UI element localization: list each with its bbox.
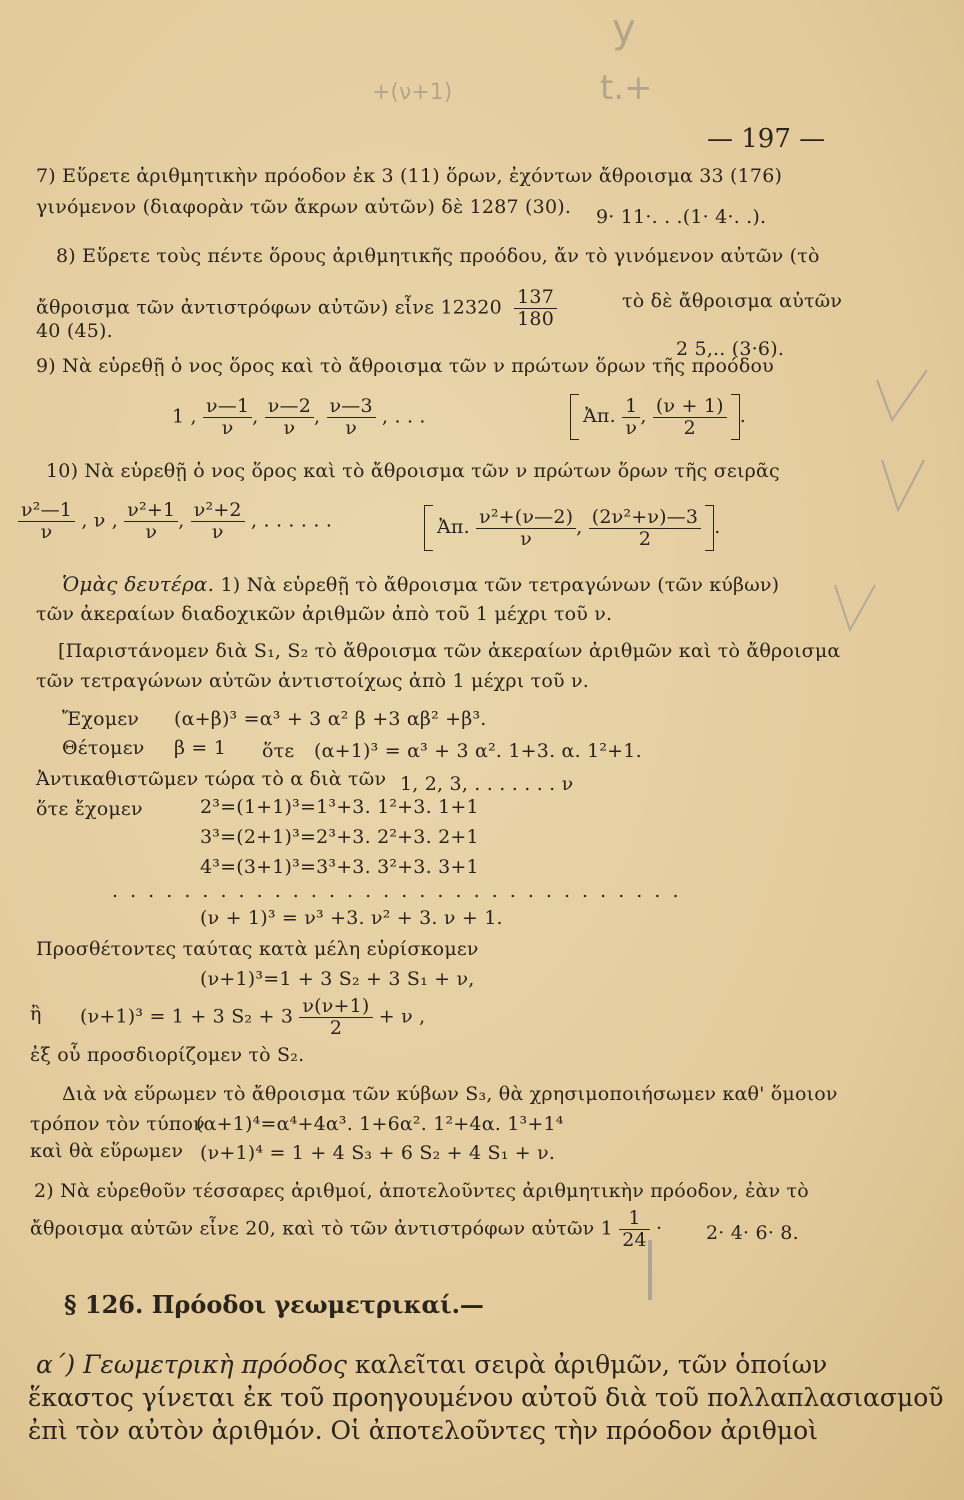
- answer: 9· 11·. . .(1· 4·. .).: [596, 206, 767, 228]
- text-line: [Παριστάνομεν διὰ S₁, S₂ τὸ ἄθροισμα τῶν ἀκεραίων ἀριθμῶν καὶ τὸ ἄθροισμα: [58, 640, 841, 662]
- fraction: [124, 500, 178, 543]
- text-line: τῶν ἀκεραίων διαδοχικῶν ἀριθμῶν ἀπὸ τοῦ 1 μέχρι τοῦ ν.: [36, 603, 613, 625]
- series: $\frac{\text{ν²—1}}{\nu}$ , ν , $\frac{\text{ν²+1}}{\nu}$ , $\frac{\text{ν²+2}}{\nu}$ , . . . . . .: [18, 500, 332, 543]
- formula: 1, 2, 3, . . . . . . . ν: [400, 773, 574, 795]
- numerator: (ν + 1): [653, 396, 727, 418]
- numerator: ν²+1: [124, 500, 178, 522]
- text: + ν ,: [378, 1005, 426, 1028]
- text: καλεῖται σειρὰ ἀριθμῶν, τῶν ὁποίων: [354, 1350, 828, 1379]
- text-line: 2) Νὰ εὑρεθοῦν τέσσαρες ἀριθμοί, ἀποτελοῦντες ἀριθμητικὴν πρόοδον, ἐὰν τὸ: [34, 1180, 809, 1202]
- numerator: 137: [514, 287, 557, 309]
- answer-bracket: Ἀπ. $\frac{1}{\nu}$ , $\frac{(\nu + 1)}{2}$ .: [570, 394, 746, 440]
- numerator: ν—1: [203, 396, 252, 418]
- fraction: [327, 396, 376, 439]
- fraction: [299, 996, 372, 1039]
- numerator: 1: [619, 1208, 650, 1230]
- pencil-mark: y: [612, 6, 636, 52]
- fraction: [622, 396, 640, 439]
- text-line: ὅτε ἔχομεν: [36, 798, 143, 820]
- text-line: 9) Νὰ εὑρεθῇ ὁ νος ὅρος καὶ τὸ ἄθροισμα τῶν ν πρώτων ὅρων τῆς προόδου: [36, 355, 774, 377]
- text-line: τῶν τετραγώνων αὐτῶν ἀντιστοίχως ἀπὸ 1 μέχρι τοῦ ν.: [36, 670, 589, 692]
- fraction: [265, 396, 314, 439]
- text: , ν ,: [81, 509, 119, 532]
- series: 1 , $\frac{\nu—1}{\nu}$ , $\frac{\nu—2}{\nu}$ , $\frac{\nu—3}{\nu}$ , . . .: [172, 395, 426, 439]
- formula: (ν + 1)³ = ν³ +3. ν² + 3. ν + 1.: [200, 907, 503, 929]
- denominator: 2: [329, 1016, 343, 1039]
- text: , . . . . . .: [250, 509, 333, 532]
- numerator: ν(ν+1): [299, 996, 372, 1018]
- text: ὅτε: [262, 740, 295, 762]
- fraction: [589, 507, 701, 550]
- answer-bracket: Ἀπ. $\frac{\text{ν²+(ν—2)}}{\nu}$ , $\frac{\text{(2ν²+ν)—3}}{2}$ .: [424, 505, 720, 551]
- fraction: [653, 396, 727, 439]
- formula: [80, 996, 425, 1039]
- answer: 2 5,.. (3·6).: [676, 338, 785, 360]
- numerator: 1: [622, 396, 640, 418]
- fraction: [203, 396, 252, 439]
- denominator: ν: [40, 520, 53, 543]
- text-line: καὶ θὰ εὕρωμεν: [30, 1140, 184, 1162]
- text: ·: [656, 1217, 663, 1240]
- formula: 3³=(2+1)³=2³+3. 2²+3. 2+1: [200, 826, 479, 848]
- denominator: 2: [638, 527, 652, 550]
- group-title: Ὁμὰς δευτέρα.: [62, 572, 215, 596]
- fraction: [514, 287, 557, 330]
- text: ἄθροισμα τῶν ἀντιστρόφων αὐτῶν) εἶνε 12320: [36, 296, 502, 319]
- paragraph-line: [36, 1350, 827, 1379]
- text: , . . .: [382, 405, 426, 428]
- numerator: (2ν²+ν)—3: [589, 507, 701, 529]
- text: 1) Νὰ εὑρεθῇ τὸ ἄθροισμα τῶν τετραγώνων (τῶν κύβων): [220, 574, 780, 596]
- text-line: 40 (45).: [36, 320, 113, 342]
- text-line: 10) Νὰ εὑρεθῇ ὁ νος ὅρος καὶ τὸ ἄθροισμα τῶν ν πρώτων ὅρων τῆς σειρᾶς: [46, 460, 780, 482]
- formula: (α+1)³ = α³ + 3 α². 1+3. α. 1²+1.: [314, 740, 642, 762]
- answer: 2· 4· 6· 8.: [706, 1222, 799, 1244]
- formula: 2³=(1+1)³=1³+3. 1²+3. 1+1: [200, 796, 479, 818]
- bracket: [424, 505, 433, 551]
- denominator: 2: [683, 416, 696, 439]
- text-line: 8) Εὕρετε τοὺς πέντε ὅρους ἀριθμητικῆς προόδου, ἄν τὸ γινόμενον αὐτῶν (τὸ: [56, 245, 820, 267]
- denominator: ν: [520, 527, 533, 550]
- formula: (ν+1)⁴ = 1 + 4 S₃ + 6 S₂ + 4 S₁ + ν.: [200, 1142, 556, 1164]
- text: (ν+1)³ = 1 + 3 S₂ + 3: [80, 1005, 294, 1028]
- bracket: [705, 505, 714, 551]
- text-line: [62, 572, 779, 596]
- text: Ἀπ.: [437, 516, 470, 538]
- denominator: 24: [622, 1228, 647, 1251]
- formula: (α+1)⁴=α⁴+4α³. 1+6α². 1²+4α. 1³+1⁴: [196, 1113, 564, 1135]
- dotted-line: . . . . . . . . . . . . . . . . . . . . . . . . . . . . . . . .: [112, 880, 682, 902]
- text-line: Θέτομεν: [62, 737, 145, 759]
- pencil-mark: +(ν+1): [372, 80, 453, 105]
- denominator: 180: [517, 307, 555, 330]
- text-line: 7) Εὕρετε ἀριθμητικὴν πρόοδον ἐκ 3 (11) ὅρων, ἐχόντων ἄθροισμα 33 (176): [36, 165, 783, 187]
- text: ἄθροισμα αὐτῶν εἶνε 20, καὶ τὸ τῶν ἀντιστρόφων αὐτῶν 1: [30, 1217, 613, 1240]
- term: α΄) Γεωμετρικὴ πρόοδος: [36, 1350, 347, 1379]
- paragraph-line: ἕκαστος γίνεται ἐκ τοῦ προηγουμένου αὐτοῦ διὰ τοῦ πολλαπλασιασμοῦ: [28, 1383, 944, 1412]
- numerator: ν²+(ν—2): [476, 507, 576, 529]
- text-line: ἐξ οὗ προσδιορίζομεν τὸ S₂.: [30, 1044, 305, 1066]
- numerator: ν²+2: [191, 500, 245, 522]
- formula: β = 1: [174, 737, 227, 759]
- text-line: γινόμενον (διαφορὰν τῶν ἄκρων αὐτῶν) δὲ 1287 (30).: [36, 196, 572, 218]
- fraction: [18, 500, 75, 543]
- margin-check-mark: [830, 580, 890, 640]
- text-line: Ἔχομεν: [62, 708, 140, 730]
- text-line: Προσθέτοντες ταύτας κατὰ μέλη εὑρίσκομεν: [36, 938, 479, 960]
- denominator: ν: [625, 416, 638, 439]
- denominator: ν: [283, 416, 296, 439]
- denominator: ν: [211, 520, 224, 543]
- text-line: Διὰ νὰ εὕρωμεν τὸ ἄθροισμα τῶν κύβων S₃, θὰ χρησιμοποιήσωμεν καθ' ὅμοιον: [62, 1083, 838, 1105]
- denominator: ν: [345, 416, 357, 439]
- text: 1 ,: [172, 405, 197, 428]
- text-line: τρόπον τὸν τύπον: [30, 1113, 205, 1135]
- pencil-stroke: [648, 1240, 652, 1300]
- denominator: ν: [145, 520, 158, 543]
- formula: (α+β)³ =α³ + 3 α² β +3 αβ² +β³.: [174, 708, 487, 730]
- fraction: [191, 500, 245, 543]
- bracket: [731, 394, 740, 440]
- margin-check-marks: [872, 360, 932, 520]
- text-line: τὸ δὲ ἄθροισμα αὐτῶν: [622, 290, 843, 312]
- denominator: ν: [221, 416, 234, 439]
- page-number: — 197 —: [707, 124, 826, 154]
- text-line: [30, 1208, 662, 1251]
- fraction: [476, 507, 576, 550]
- paragraph-line: ἐπὶ τὸν αὐτὸν ἀριθμόν. Οἱ ἀποτελοῦντες τὴν πρόοδον ἀριθμοὶ: [28, 1416, 818, 1445]
- section-heading: § 126. Πρόοδοι γεωμετρικαί.—: [64, 1290, 484, 1319]
- formula: (ν+1)³=1 + 3 S₂ + 3 S₁ + ν,: [200, 968, 475, 990]
- pencil-mark: t.+: [600, 68, 653, 108]
- bracket: [570, 394, 579, 440]
- numerator: ν—2: [265, 396, 314, 418]
- text-line: Ἀντικαθιστῶμεν τώρα τὸ α διὰ τῶν: [36, 768, 387, 790]
- numerator: ν—3: [327, 396, 376, 418]
- text: ἢ: [30, 1003, 42, 1025]
- fraction: [619, 1208, 650, 1251]
- formula: 4³=(3+1)³=3³+3. 3²+3. 3+1: [200, 856, 479, 878]
- numerator: ν²—1: [18, 500, 75, 522]
- text-line: [36, 287, 563, 330]
- text: Ἀπ.: [583, 405, 616, 427]
